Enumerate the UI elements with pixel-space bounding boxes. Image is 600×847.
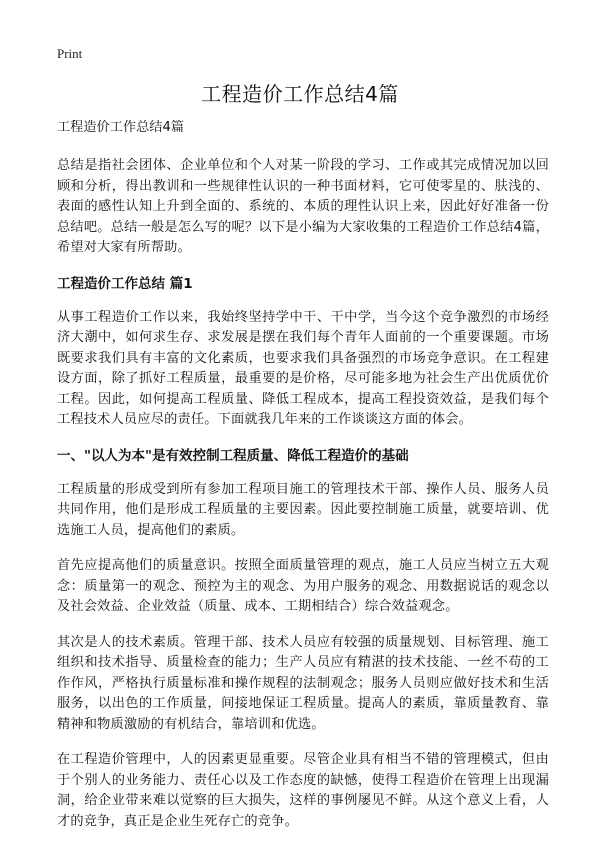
print-link[interactable]: Print (57, 46, 83, 61)
document-title: 工程造价工作总结4篇 (201, 82, 399, 106)
document-subtitle: 工程造价工作总结4篇 (57, 120, 185, 135)
paragraph-technical-quality: 其次是人的技术素质。管理干部、技术人员应有较强的质量规划、目标管理、施工组织和技术指导、质量检查的能力；生产人员应有精湛的技术技能、一丝不苟的工作作风，严格执行质量标准和操作规程的法制观念；服务人员则应做好技术和生活服务，以出色的工作质量，间接地保证工程质量。提高人的素质，靠质量教育、靠精神和物质激励的有机结合，靠培训和优选。 (57, 634, 549, 732)
paragraph-quality-factors: 工程质量的形成受到所有参加工程项目施工的管理技术干部、操作人员、服务人员共同作用，他们是形成工程质量的主要因素。因此要控制施工质量，就要培训、优选施工人员，提高他们的素质。 (57, 481, 549, 538)
subsection-heading: 一、"以人为本"是有效控制工程质量、降低工程造价的基础 (57, 447, 409, 464)
section-heading: 工程造价工作总结 篇1 (57, 275, 193, 292)
paragraph-quality-awareness: 首先应提高他们的质量意识。按照全面质量管理的观点，施工人员应当树立五大观念：质量第一的观念、预控为主的观念、为用户服务的观念、用数据说话的观念以及社会效益、企业效益（质量、成本、工期相结合）综合效益观念。 (57, 558, 549, 614)
intro-paragraph: 总结是指社会团体、企业单位和个人对某一阶段的学习、工作或其完成情况加以回顾和分析，得出教训和一些规律性认识的一种书面材料，它可使零星的、肤浅的、表面的感性认知上升到全面的、系统的、本质的理性认识上来，因此好好准备一份总结吧。总结一般是怎么写的呢？以下是小编为大家收集的工程造价工作总结4篇，希望对大家有所帮助。 (57, 158, 549, 255)
section1-paragraph: 从事工程造价工作以来，我始终坚持学中干、干中学，当今这个竞争激烈的市场经济大潮中，如何求生存、求发展是摆在我们每个青年人面前的一个重要课题。市场既要求我们具有丰富的文化素质，也要求我们具备强烈的市场竞争意识。在工程建设方面，除了抓好工程质量，最重要的是价格，尽可能多地为社会生产出优质优价工程。因此，如何提高工程质量、降低工程成本，提高工程投资效益，是我们每个工程技术人员应尽的责任。下面就我几年来的工作谈谈这方面的体会。 (57, 309, 549, 427)
document-body (57, 118, 549, 847)
paragraph-cost-management: 在工程造价管理中，人的因素更显重要。尽管企业具有相当不错的管理模式，但由于个别人的业务能力、责任心以及工作态度的缺憾，使得工程造价在管理上出现漏洞，给企业带来难以觉察的巨大损失，这样的事例屡见不鲜。从这个意义上看，人才的竞争，真正是企业生死存亡的竞争。 (57, 752, 549, 829)
